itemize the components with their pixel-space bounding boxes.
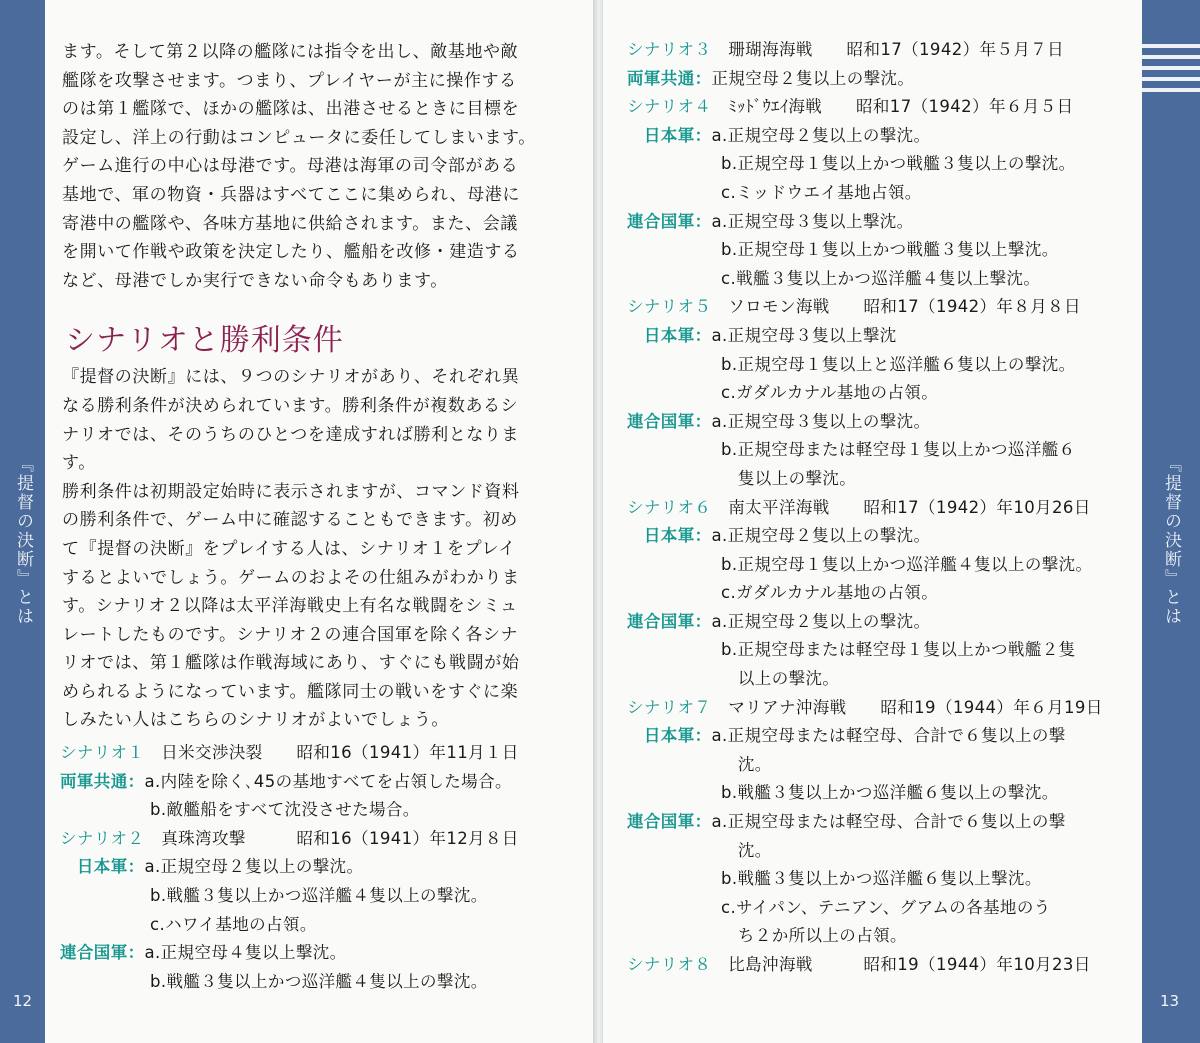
section-heading: シナリオと勝利条件 (65, 323, 344, 359)
side-label: 日本軍： (627, 325, 712, 345)
scenario-label: シナリオ８ (627, 955, 712, 974)
text-line: なる勝利条件が決められています。勝利条件が複数あるシ (62, 395, 519, 416)
left-scenario-list (60, 739, 593, 996)
condition-row (627, 236, 1142, 265)
condition-text: c.戦艦３隻以上かつ巡洋艦４隻以上撃沈。 (721, 268, 1041, 288)
condition-row (627, 150, 1142, 179)
scenario-title: 南太平洋海戦 昭和17（1942）年10月26日 (711, 497, 1091, 517)
condition-text: c.サイパン、テニアン、グアムの各基地のう (721, 897, 1051, 917)
condition-row (60, 768, 593, 797)
condition-text: a.正規空母３隻以上撃沈 (711, 325, 897, 345)
side-label: 連合国軍： (627, 411, 712, 431)
decorative-stripes (1142, 44, 1200, 99)
condition-row (627, 779, 1142, 808)
condition-text: b.戦艦３隻以上かつ巡洋艦６隻以上撃沈。 (721, 869, 1042, 889)
side-label: 日本軍： (627, 125, 712, 145)
text-line: するとよいでしょう。ゲームのおよその仕組みがわかりま (62, 567, 520, 588)
text-line: められるようになっています。艦隊同士の戦いをすぐに楽 (62, 681, 519, 702)
condition-row (627, 722, 1142, 751)
condition-row (627, 865, 1142, 894)
side-label: 両軍共通： (60, 771, 145, 791)
condition-text: b.正規空母１隻以上かつ戦艦３隻以上撃沈。 (721, 240, 1059, 260)
scenario-header-row (627, 93, 1142, 122)
condition-text: b.戦艦３隻以上かつ巡洋艦４隻以上の撃沈。 (150, 971, 488, 991)
condition-text: a.正規空母２隻以上の撃沈。 (711, 611, 931, 631)
side-label: 日本軍： (60, 857, 145, 877)
condition-row (627, 808, 1142, 837)
condition-text: a.正規空母３隻以上撃沈。 (711, 211, 914, 231)
condition-row (627, 894, 1142, 923)
condition-row (60, 911, 593, 940)
condition-text: b.敵艦船をすべて沈没させた場合。 (150, 800, 420, 820)
scenario-header-row (627, 694, 1142, 723)
condition-row (627, 322, 1142, 351)
condition-row (627, 665, 1142, 694)
text-line: 基地で、軍の物資・兵器はすべてここに集められ、母港に (62, 184, 520, 205)
text-line: レートしたものです。シナリオ２の連合国軍を除く各シナ (62, 624, 519, 645)
condition-text: c.ガダルカナル基地の占領。 (721, 383, 939, 403)
scenario-label: シナリオ５ (627, 297, 712, 317)
condition-text: b.戦艦３隻以上かつ巡洋艦６隻以上の撃沈。 (721, 783, 1059, 803)
text-line: しみたい人はこちらのシナリオがよいでしょう。 (62, 710, 450, 731)
condition-row (627, 265, 1142, 294)
condition-text: a.内陸を除く､45の基地すべてを占領した場合。 (144, 771, 512, 791)
scenario-title: 真珠湾攻撃 昭和16（1941）年12月８日 (144, 828, 519, 848)
text-line: て『提督の決断』をプレイする人は、シナリオ１をプレイ (62, 538, 516, 559)
intro-text (62, 38, 554, 295)
text-line: の勝利条件で、ゲーム中に確認することもできます。初め (62, 510, 518, 531)
condition-row (627, 579, 1142, 608)
condition-row (627, 837, 1142, 866)
condition-text: 沈。 (721, 840, 772, 860)
text-line: など、母港でしか実行できない命令もあります。 (62, 270, 448, 291)
section-body (62, 363, 554, 735)
condition-text: a.正規空母または軽空母、合計で６隻以上の撃 (711, 812, 1066, 832)
scenario-title: マリアナ沖海戦 昭和19（1944）年６月19日 (711, 697, 1103, 717)
scenario-label: シナリオ３ (627, 40, 712, 59)
text-line: ます。そして第２以降の艦隊には指令を出し、敵基地や敵 (62, 42, 519, 62)
scenario-header-row (627, 36, 1142, 65)
condition-text: a.正規空母２隻以上の撃沈。 (144, 857, 364, 877)
scenario-header-row (627, 494, 1142, 523)
condition-row (627, 351, 1142, 380)
condition-row (60, 853, 593, 882)
scenario-header-row (60, 825, 593, 854)
condition-row (627, 122, 1142, 151)
condition-row (627, 636, 1142, 665)
condition-row (627, 408, 1142, 437)
condition-row (627, 522, 1142, 551)
condition-row (60, 882, 593, 911)
condition-row (627, 379, 1142, 408)
text-line: ゲーム進行の中心は母港です。母港は海軍の司令部がある (62, 156, 519, 177)
condition-text: c.ミッドウエイ基地占領。 (721, 182, 922, 202)
scenario-label: シナリオ１ (60, 743, 145, 763)
condition-text: 沈。 (721, 754, 772, 774)
scenario-header-row (627, 293, 1142, 322)
condition-text: a.正規空母３隻以上の撃沈。 (711, 411, 931, 431)
condition-row (627, 751, 1142, 780)
condition-row (627, 436, 1142, 465)
text-line: 勝利条件は初期設定始時に表示されますが、コマンド資料 (62, 481, 520, 502)
condition-row (627, 179, 1142, 208)
scenario-label: シナリオ７ (627, 697, 712, 717)
condition-row (60, 968, 593, 997)
text-line: を開いて作戦や政策を決定したり、艦船を改修・建造する (62, 242, 520, 263)
condition-text: b.正規空母１隻以上かつ戦艦３隻以上の撃沈。 (721, 154, 1076, 174)
condition-text: c.ハワイ基地の占領。 (150, 914, 317, 934)
scenario-header-row (60, 739, 593, 768)
scenario-title: ﾐｯﾄﾞｳｴｲ海戦 昭和17（1942）年６月５日 (711, 97, 1074, 117)
side-label: 連合国軍： (627, 611, 712, 631)
scenario-label: シナリオ４ (627, 97, 712, 117)
side-label: 連合国軍： (627, 211, 712, 231)
condition-text: ち２か所以上の占領。 (721, 926, 907, 946)
right-scenario-list (627, 36, 1142, 980)
condition-text: b.正規空母１隻以上と巡洋艦６隻以上の撃沈。 (721, 354, 1076, 374)
condition-row (60, 796, 593, 825)
condition-row (60, 939, 593, 968)
text-line: のは第１艦隊で、ほかの艦隊は、出港させるときに目標を (62, 99, 520, 120)
side-label: 両軍共通： (627, 68, 712, 88)
side-label: 連合国軍： (627, 812, 712, 832)
text-line: ナリオでは、そのうちのひとつを達成すれば勝利となりま (62, 424, 520, 445)
page-number-left: 12 (13, 992, 33, 1010)
condition-row (627, 465, 1142, 494)
left-margin-strip (0, 0, 45, 1043)
condition-row (627, 65, 1142, 94)
scenario-title: 珊瑚海海戦 昭和17（1942）年５月７日 (711, 40, 1065, 59)
condition-row (627, 208, 1142, 237)
condition-text: b.戦艦３隻以上かつ巡洋艦４隻以上の撃沈。 (150, 886, 488, 906)
side-label: 日本軍： (627, 726, 712, 746)
condition-text: 正規空母２隻以上の撃沈。 (711, 68, 915, 88)
text-line: 艦隊を攻撃させます。つまり、プレイヤーが主に操作する (62, 70, 517, 91)
book-gutter (593, 0, 603, 1043)
side-title-left: 『提督の決断』とは (13, 455, 33, 626)
scenario-label: シナリオ２ (60, 828, 145, 848)
text-line: 設定し、洋上の行動はコンピュータに委任してしまいます。 (62, 127, 536, 148)
text-line: 『提督の決断』には、９つのシナリオがあり、それぞれ異 (62, 367, 520, 388)
condition-text: b.正規空母１隻以上かつ巡洋艦４隻以上の撃沈。 (721, 554, 1093, 574)
text-line: リオでは、第１艦隊は作戦海域にあり、すぐにも戦闘が始 (62, 653, 520, 674)
condition-text: 隻以上の撃沈。 (721, 468, 857, 488)
text-line: 寄港中の艦隊や、各味方基地に供給されます。また、会議 (62, 213, 518, 234)
condition-text: a.正規空母または軽空母、合計で６隻以上の撃 (711, 726, 1066, 746)
condition-text: a.正規空母２隻以上の撃沈。 (711, 526, 931, 546)
condition-row (627, 922, 1142, 951)
left-page (45, 0, 593, 1043)
side-label: 連合国軍： (60, 943, 145, 963)
condition-text: b.正規空母または軽空母１隻以上かつ戦艦２隻 (721, 640, 1076, 660)
text-line: す。 (62, 453, 96, 474)
condition-text: c.ガダルカナル基地の占領。 (721, 583, 939, 603)
scenario-header-row (627, 951, 1142, 980)
scenario-title: 日米交渉決裂 昭和16（1941）年11月１日 (144, 743, 519, 763)
condition-text: a.正規空母４隻以上撃沈。 (144, 943, 347, 963)
condition-text: 以上の撃沈。 (721, 669, 840, 689)
side-label: 日本軍： (627, 526, 712, 546)
right-margin-strip (1142, 0, 1200, 1043)
condition-row (627, 551, 1142, 580)
page-number-right: 13 (1160, 992, 1180, 1010)
scenario-title: ソロモン海戦 昭和17（1942）年８月８日 (711, 297, 1081, 317)
scenario-label: シナリオ６ (627, 497, 712, 517)
scenario-title: 比島沖海戦 昭和19（1944）年10月23日 (711, 955, 1091, 974)
condition-text: b.正規空母または軽空母１隻以上かつ巡洋艦６ (721, 440, 1076, 460)
condition-row (627, 608, 1142, 637)
text-line: す。シナリオ２以降は太平洋海戦史上有名な戦闘をシミュ (62, 596, 518, 617)
side-title-right: 『提督の決断』とは (1161, 455, 1181, 626)
right-page (603, 0, 1142, 1043)
condition-text: a.正規空母２隻以上の撃沈。 (711, 125, 931, 145)
